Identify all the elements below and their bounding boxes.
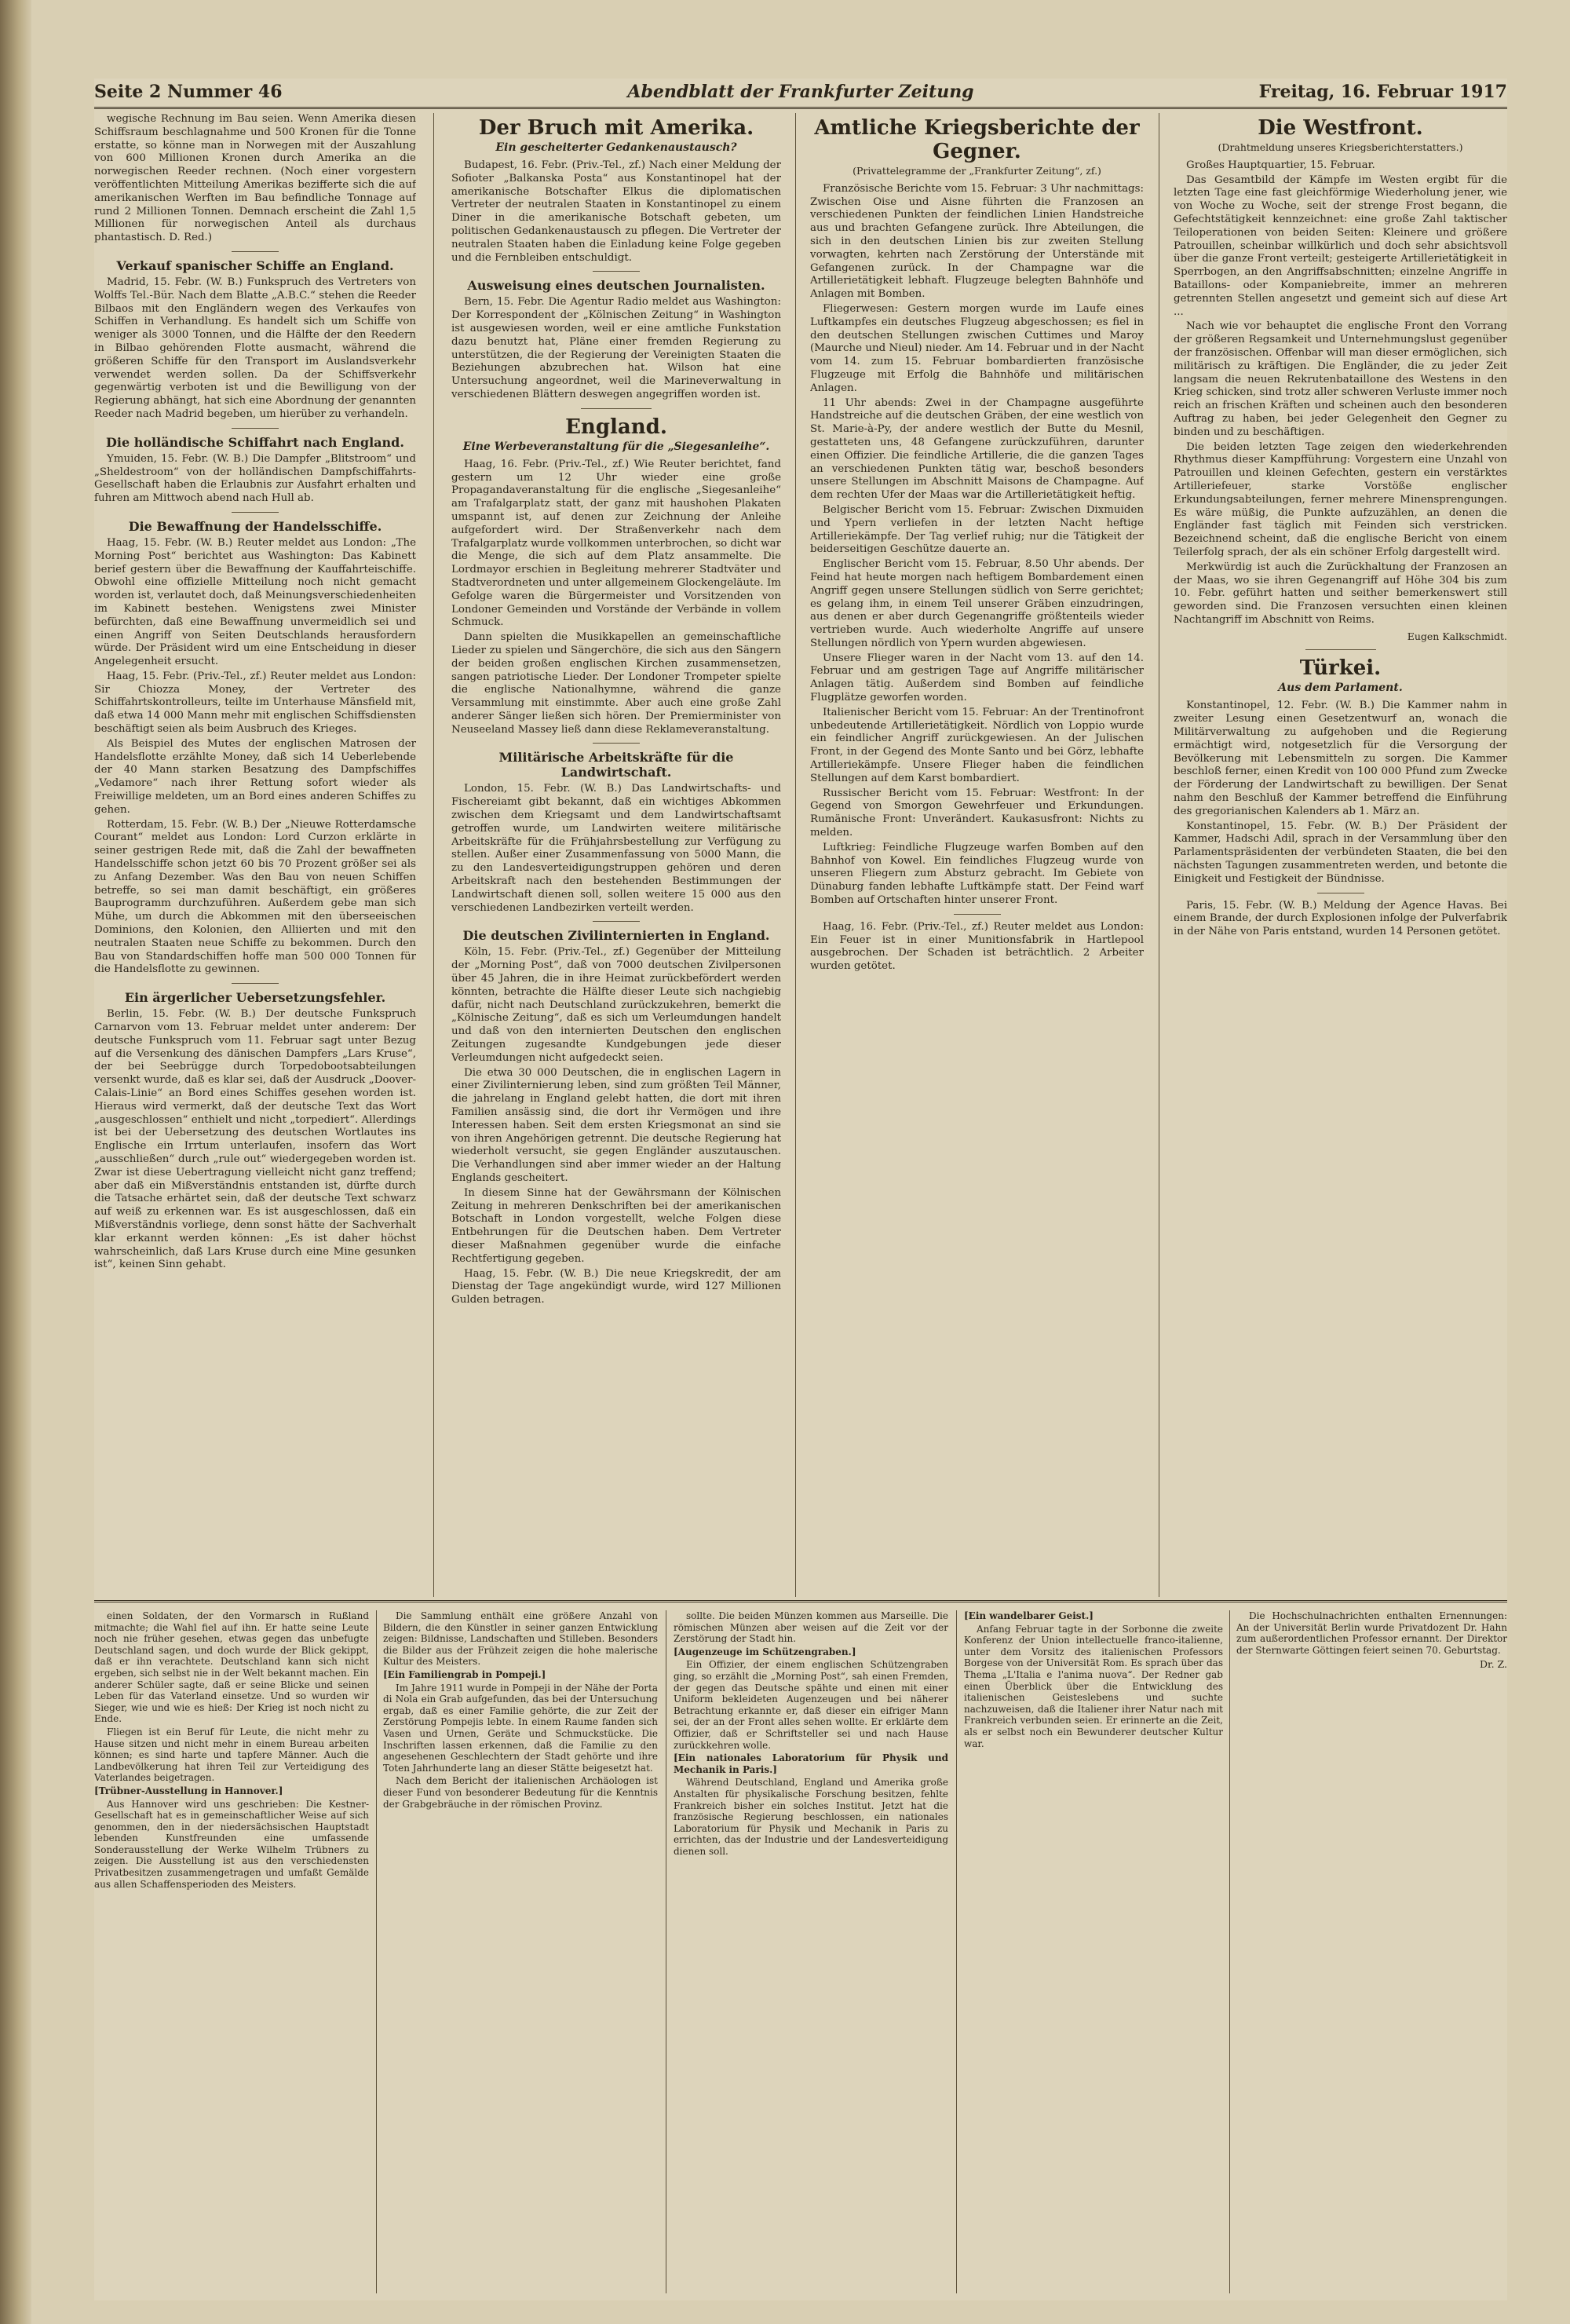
feuilleton-heading: [Augenzeuge im Schützengraben.] <box>674 1646 856 1657</box>
separator <box>232 983 279 984</box>
article-paragraph: Haag, 16. Febr. (Priv.-Tel., zf.) Wie Reuter berichtet, fand gestern um 12 Uhr wieder eine große Propagandaveranstaltung für die englische „Siegesanleihe“ am Trafalgarplatz statt, der ganz mit haushohen Plakaten umspannt ist, auf denen zur Zeichnung der Anleihe aufgefordert wird. Der Straßenverkehr nach dem Trafalgarplatz wurde vollkommen unterbrochen, so dicht war die Menge, die sich auf dem Platz ansammelte. Die Lordmayor erschien in Begleitung mehrerer Stadtväter und Stadtverordneten und unter allgemeinem Glockengeläute. Im Gefolge waren die Bürgermeister und Vorsitzenden von Londoner Gemeinden und Vorstände der Verbände in vollem Schmuck. <box>451 458 781 629</box>
article-paragraph: Madrid, 15. Febr. (W. B.) Funkspruch des Vertreters von Wolffs Tel.-Bür. Nach dem Blatte „A.B.C.“ stehen die Reeder Bilbaos mit den Engländern wegen des Verkaufes von Schiffen in Verhandlung. Es handelt sich um Schiffe von weniger als 3000 Tonnen, und die Hälfte der den Reedern in Bilbao gehörenden Flotte ausmacht, während die größeren Schiffe für den Transport im Auslandsverkehr verwendet werden sollen. Da der Schiffsverkehr gegenwärtig verboten ist und die Bewilligung von der Regierung abhängt, hat sich eine Abordnung der genannten Reeder nach Madrid begeben, um hierüber zu verhandeln. <box>94 276 416 420</box>
column-divider <box>376 1610 377 2293</box>
article-paragraph: 11 Uhr abends: Zwei in der Champagne ausgeführte Handstreiche auf die deutschen Gräben, der eine westlich von St. Marie-à-Py, der andere westlich der Butte du Mesnil, gestatteten uns, 48 Gefangene zurückzuführen, darunter einen Offizier. Die feindliche Artillerie, die die ganzen Tages an verschiedenen Punkten tätig war, beschoß besonders unsere Stellungen im Abschnitt Maisons de Champagne. Auf dem rechten Ufer der Maas war die Artillerietätigkeit heftig. <box>810 396 1144 502</box>
subheadline: Ein gescheiterter Gedankenaustausch? <box>495 141 737 154</box>
feuilleton-column-2 <box>383 1610 658 2293</box>
article-paragraph: Als Beispiel des Mutes der englischen Matrosen der Handelsflotte erzählte Money, daß sich 14 Ueberlebende der 40 Mann starken Besatzung des Dampfschiffes „Vedamore“ nach ihrer Rettung sofort wieder als Freiwillige meldeten, um an Bord eines anderen Schiffes zu gehen. <box>94 737 416 816</box>
column-shipping <box>94 113 416 1597</box>
page-header <box>94 79 1507 109</box>
source-note: (Privattelegramme der „Frankfurter Zeitung“, zf.) <box>853 165 1101 177</box>
headline-spanish-ships: Verkauf spanischer Schiffe an England. <box>116 258 394 273</box>
article-paragraph: Fliegerwesen: Gestern morgen wurde im Laufe eines Luftkampfes ein deutsches Flugzeug abgeschossen; es fiel in den deutschen Stellungen zwischen Cuttimes und Maroy (Maurche und Nieul) nieder. Am 14. Februar und in der Nacht vom 14. zum 15. Februar bombardierten französische Flugzeuge mit Erfolg die Bahnhöfe und militärischen Anlagen. <box>810 302 1144 394</box>
article-paragraph: Belgischer Bericht vom 15. Februar: Zwischen Dixmuiden und Ypern verliefen in der letzten Nacht heftige Artilleriekämpfe. Der Tag verlief ruhig; nur die Tätigkeit der beiderseitigen Geschütze dauerte an. <box>810 503 1144 556</box>
feuilleton-divider <box>94 1600 1507 1602</box>
feuilleton-paragraph: Die Hochschulnachrichten enthalten Ernennungen: An der Universität Berlin wurde Privatdozent Dr. Hahn zum außerordentlichen Professor ernannt. Der Direktor der Sternwarte Göttingen feiert seinen 70. Geburtstag. <box>1236 1610 1507 1656</box>
article-paragraph: London, 15. Febr. (W. B.) Das Landwirtschafts- und Fischereiamt gibt bekannt, daß ein wichtiges Abkommen zwischen dem Kriegsamt und dem Landwirtschaftsamt getroffen wurde, um Landwirten weitere militärische Arbeitskräfte für die Frühjahrsbestellung zur Verfügung zu stellen. Außer einer Zusammenfassung von 5000 Mann, die zu den Landesverteidigungstruppen gehören und deren Arbeitskraft nach den bestehenden Bestimmungen der Landwirtschaft dienen soll, sollen weitere 15 000 aus den verschiedenen Landbezirken verteilt werden. <box>451 783 781 914</box>
separator <box>232 512 279 513</box>
feuilleton-paragraph: Während Deutschland, England und Amerika große Anstalten für physikalische Forschung besitzen, fehlte Frankreich bisher ein solches Institut. Jetzt hat die französische Regierung beschlossen, ein nationales Laboratorium für Physik und Mechanik in Paris zu errichten, das der Industrie und der Landesverteidigung dienen soll. <box>674 1777 948 1857</box>
article-paragraph: Haag, 15. Febr. (W. B.) Die neue Kriegskredit, der am Dienstag der Tage angekündigt wurde, wird 127 Millionen Gulden betragen. <box>451 1267 781 1306</box>
headline-enemy-war-reports: Amtliche Kriegsberichte der Gegner. <box>814 116 1140 163</box>
article-paragraph: Haag, 15. Febr. (W. B.) Reuter meldet aus London: „The Morning Post“ berichtet aus Washington: Das Kabinett berief gestern über die Bewaffnung der Kauffahrteischiffe. Obwohl eine offizielle Mitteilung noch nicht gemacht worden ist, verlautet doch, daß Meinungsverschiedenheiten im Kabinett bestehen. Wenigstens zwei Minister befürchten, daß eine Bewaffnung unvermeidlich sei und einen Angriff von Seiten Deutschlands herausfordern würde. Der Präsident wird um eine Entscheidung in dieser Angelegenheit ersucht. <box>94 536 416 668</box>
headline-translation-error: Ein ärgerlicher Uebersetzungsfehler. <box>124 990 386 1006</box>
headline-military-labor: Militärische Arbeitskräfte für die Landwirtschaft. <box>498 750 734 780</box>
article-paragraph: Nach wie vor behauptet die englische Front den Vorrang der größeren Regsamkeit und Unternehmungslust gegenüber der französischen. Offenbar will man dieser ermöglichen, sich militärisch zu kräftigen. Die Engländer, die zu jeder Zeit langsam die neuen Rekrutenbataillone des Westens in den Krieg schicken, sind trotz aller schweren Verluste immer noch reich an frischen Kräften und scheinen auch den besonderen Auftrag zu haben, bei jeder Gelegenheit den Gegner zu binden und zu beschäftigen. <box>1174 320 1507 438</box>
article-paragraph: Ymuiden, 15. Febr. (W. B.) Die Dampfer „Blitstroom“ und „Sheldestroom“ von der holländischen Dampfschiffahrts-Gesellschaft haben die Erlaubnis zur Ausfahrt erhalten und fuhren am Mittwoch abend nach Hull ab. <box>94 452 416 505</box>
article-paragraph: In diesem Sinne hat der Gewährsmann der Kölnischen Zeitung in mehreren Denkschriften bei der amerikanischen Botschaft in London vorgestellt, welche Folgen diese Entbehrungen für die Deutschen haben. Dem Vertreter dieser Maßnahmen gegenüber wurde die einfache Rechtfertigung gegeben. <box>451 1186 781 1265</box>
column-divider <box>433 113 434 1597</box>
subheadline: Aus dem Parlament. <box>1278 681 1403 695</box>
feuilleton-column-1 <box>94 1610 369 2293</box>
feuilleton-heading: [Ein wandelbarer Geist.] <box>964 1610 1094 1621</box>
article-paragraph: Haag, 15. Febr. (Priv.-Tel., zf.) Reuter meldet aus London: Sir Chiozza Money, der Vertreter des Schiffahrtskontrolleurs, teilte im Unterhause Mänsfield mit, daß etwa 14 000 Mann mehr mit englischen Schiffsdiensten beschäftigt seien als beim Ausbruch des Krieges. <box>94 670 416 736</box>
feuilleton-paragraph: Im Jahre 1911 wurde in Pompeji in der Nähe der Porta di Nola ein Grab aufgefunden, das bei der Untersuchung ergab, daß es einer Familie gehörte, die zur Zeit der Zerstörung Pompejis lebte. In einem Raume fanden sich Vasen und Urnen, Geräte und Schmuckstücke. Die Inschriften lassen erkennen, daß die Familie zu den angesehenen Geschlechtern der Stadt gehörte und ihre Toten Jahrhunderte lang an dieser Stätte beigesetzt hat. <box>383 1682 658 1774</box>
column-western-front <box>1174 113 1507 1597</box>
feuilleton-column-4 <box>964 1610 1223 2293</box>
article-paragraph: Russischer Bericht vom 15. Februar: Westfront: In der Gegend von Smorgon Gewehrfeuer und Erkundungen. Rumänische Front: Unverändert. Kaukasusfront: Nichts zu melden. <box>810 787 1144 839</box>
article-paragraph: Konstantinopel, 15. Febr. (W. B.) Der Präsident der Kammer, Hadschi Adil, sprach in der Versammlung über den Parlamentspräsidenten der verbündeten Staaten, die bei den nächsten Tagungen zusammentreten werden, und betonte die Einigkeit und Festigkeit der Bündnisse. <box>1174 820 1507 885</box>
article-paragraph: Dann spielten die Musikkapellen an gemeinschaftliche Lieder zu spielen und Sängerchöre, die sich aus den Sängern der beiden großen englischen Kirchen zusammensetzen, sangen patriotische Lieder. Der Londoner Trompeter spielte die englische Nationalhymne, während die ganze Versammlung mit einstimmte. Aber auch eine große Zahl anderer Sänger ließen sich hören. Der Premierminister von Neuseeland Massey ließ dann diese Reklameveranstaltung. <box>451 631 781 736</box>
dateline: Großes Hauptquartier, 15. Februar. <box>1186 159 1375 171</box>
separator <box>1305 649 1376 650</box>
headline-armed-merchantmen: Die Bewaffnung der Handelsschiffe. <box>128 518 382 534</box>
article-paragraph: Haag, 16. Febr. (Priv.-Tel., zf.) Reuter meldet aus London: Ein Feuer ist in einer Munitionsfabrik in Hartlepool ausgebrochen. Der Schaden ist beträchtlich. 2 Arbeiter wurden getötet. <box>810 920 1144 973</box>
article-paragraph: Konstantinopel, 12. Febr. (W. B.) Die Kammer nahm in zweiter Lesung einen Gesetzentwurf an, wonach die Militärverwaltung zu aufgehoben und die Regierung ermächtigt wird, notgesetzlich für die Versorgung der Bevölkerung mit Lebensmitteln zu sorgen. Die Kammer beschloß ferner, einen Kredit von 100 000 Pfund zum Zwecke der Förderung der Landwirtschaft zu bewilligen. Der Senat nahm den Beschluß der Kammer betreffend die Einführung des gregorianischen Kalenders ab 1. März an. <box>1174 700 1507 817</box>
feuilleton-section <box>94 1606 1507 2297</box>
column-divider <box>956 1610 957 2293</box>
separator <box>593 743 640 744</box>
feuilleton-paragraph: Anfang Februar tagte in der Sorbonne die zweite Konferenz der Union intellectuelle franco-italienne, unter dem Vorsitz des italienischen Professors Borgese von der Universität Rom. Es sprach über das Thema „L'Italia e l'anima nuova“. Der Redner gab einen Überblick über die Entwicklung des italienischen Geisteslebens und suchte nachzuweisen, daß die Italiener ihrer Natur nach mit Frankreich verbunden seien. Er erinnerte an die Zeit, als er selbst noch ein Bewunderer deutscher Kultur war. <box>964 1623 1223 1749</box>
article-paragraph: Berlin, 15. Febr. (W. B.) Der deutsche Funkspruch Carnarvon vom 13. Februar meldet unter anderem: Der deutsche Funkspruch vom 11. Februar sagt unter Bezug auf die Versenkung des dänischen Dampfers „Lars Kruse“, der bei Seebrügge durch Torpedobootsabteilungen versenkt wurde, daß es klar sei, daß der Ausdruck „Doover-Calais-Linie“ an Bord eines Schiffes gesehen worden ist. Hieraus wird vermerkt, daß der deutsche Text das Wort „ausgeschlossen“ enthielt und nicht „torpediert“. Allerdings ist bei der Uebersetzung des deutschen Wortlautes ins Englische ein Irrtum unterlaufen, insofern das Wort „ausschließen“ durch „rule out“ wiedergegeben worden ist. Zwar ist diese Uebertragung vielleicht nicht ganz treffend; aber daß ein Mißverständnis entstanden ist, dürfte durch die Tatsache erhärtet sein, daß der deutsche Text schwarz auf weiß zu erkennen war. Es ist ausgeschlossen, daß ein Mißverständnis vorliege, denn sonst hätte der Sachverhalt klar erkannt werden können: „Es ist daher höchst wahrscheinlich, daß Lars Kruse durch eine Mine gesunken ist“, keinen Sinn gehabt. <box>94 1008 416 1271</box>
separator <box>593 271 640 272</box>
source-note: (Drahtmeldung unseres Kriegsberichterstatters.) <box>1218 141 1463 153</box>
article-paragraph: Französische Berichte vom 15. Februar: 3 Uhr nachmittags: Zwischen Oise und Aisne führten die Franzosen an verschiedenen Punkten der feindlichen Linien Handstreiche aus und brachten Gefangene zurück. Ihre Abteilungen, die sich in den deutschen Linien bis zur zweiten Stellung vorwagten, kehrten nach Zerstörung der Unterstände mit Gefangenen zurück. In der Champagne war die Artillerietätigkeit lebhaft. Flugzeuge belegten Bahnhöfe und Anlagen mit Bomben. <box>810 182 1144 301</box>
column-war-reports <box>810 113 1144 1597</box>
feuilleton-paragraph: Die Sammlung enthält eine größere Anzahl von Bildern, die den Künstler in seiner ganzen Entwicklung zeigen: Bildnisse, Landschaften und Stilleben. Besonders die Bilder aus der Frühzeit zeigen die hohe malerische Kultur des Meisters. <box>383 1610 658 1668</box>
article-paragraph: Bern, 15. Febr. Die Agentur Radio meldet aus Washington: Der Korrespondent der „Kölnischen Zeitung“ in Washington ist ausgewiesen worden, weil er eine amtliche Funkstation dazu benutzt hat, Pläne einer fremden Regierung zu unterstützen, die der Regierung der Vereinigten Staaten die Beziehungen abzubrechen hat. Wilson hat eine Untersuchung angeordnet, weil die Marineverwaltung in verschiedenen Blättern deswegen angegriffen worden ist. <box>451 296 781 400</box>
article-paragraph: Italienischer Bericht vom 15. Februar: An der Trentinofront unbedeutende Artillerietätigkeit. Nördlich von Loppio wurde ein feindlicher Angriff zurückgewiesen. An der Julischen Front, in der Gegend des Monte Santo und bei Görz, lebhafte Artilleriekämpfe. Unsere Flieger haben die feindlichen Stellungen auf dem Karst bombardiert. <box>810 706 1144 784</box>
feuilleton-paragraph: Aus Hannover wird uns geschrieben: Die Kestner-Gesellschaft hat es in gemeinschaftlicher Weise auf sich genommen, den in der niedersächsischen Hauptstadt lebenden Kunstfreunden eine umfassende Sonderausstellung der Werke Wilhelm Trübners zu zeigen. Die Ausstellung ist aus den verschiedensten Privatbesitzen zusammengetragen und umfaßt Gemälde aus allen Schaffensperioden des Meisters. <box>94 1798 369 1890</box>
article-paragraph: Luftkrieg: Feindliche Flugzeuge warfen Bomben auf den Bahnhof von Kowel. Ein feindliches Flugzeug wurde von unseren Fliegern zum Absturz gebracht. Im Gebiete von Dünaburg fanden lebhafte Luftkämpfe statt. Der Feind warf Bomben auf Ortschaften hinter unserer Front. <box>810 841 1144 907</box>
separator <box>232 251 279 252</box>
feuilleton-heading: [Ein nationales Laboratorium für Physik und Mechanik in Paris.] <box>674 1752 948 1775</box>
article-paragraph: Unsere Flieger waren in der Nacht vom 13. auf den 14. Februar und am gestrigen Tage auf Angriffe militärischer Anlagen tätig. Außerdem sind Bomben auf feindliche Flugplätze geworfen worden. <box>810 652 1144 704</box>
feuilleton-signature: Dr. Z. <box>1479 1658 1507 1671</box>
headline-break-with-america: Der Bruch mit Amerika. <box>478 116 754 140</box>
article-paragraph: Das Gesamtbild der Kämpfe im Westen ergibt für die letzten Tage eine fast gleichförmige Wiederholung jener, wie von Woche zu Woche, seit der strenge Frost begann, die Gefechtstätigkeit kennzeichnet: eine große Zahl taktischer Teiloperationen von beiden Seiten: Kleinere und größere Patrouillen, scheinbar willkürlich und doch sehr absichtsvoll über die ganze Front verteilt; gesteigerte Artillerietätigkeit in Sperrbogen, an den Angriffsabschnitten; einzelne Angriffe in Bataillons- oder Kompaniebreite, immer an mehreren getrennten Stellen angesetzt und gemeint sich auf diese Art ... <box>1174 174 1507 318</box>
article-paragraph: Rotterdam, 15. Febr. (W. B.) Der „Nieuwe Rotterdamsche Courant“ meldet aus London: Lord Curzon erklärte in seiner gestrigen Rede mit, daß die Zahl der bewaffneten Handelsschiffe schon jetzt 60 bis 70 Prozent größer sei als zu Anfang Dezember. Was den Bau von neuen Schiffen betreffe, so sei man damit beschäftigt, ein größeres Bauprogramm durchzuführen. Außerdem gebe man sich Mühe, um durch die Abkommen mit den überseeischen Dominions, den Kolonien, den Alliierten und mit den neutralen Staaten neue Schiffe zu bekommen. Durch den Bau von Standardschiffen hoffe man 500 000 Tonnen für die Handelsflotte zu gewinnen. <box>94 818 416 976</box>
separator <box>593 921 640 922</box>
headline-western-front: Die Westfront. <box>1258 116 1423 140</box>
article-continuation: wegische Rechnung im Bau seien. Wenn Amerika diesen Schiffsraum beschlagnahme und 500 Kronen für die Tonne erstatte, so könne man in Norwegen mit der Auszahlung von 600 Millionen Kronen durch Amerika an die norwegischen Reeder rechnen. (Noch einer vorgestern veröffentlichten Mitteilung Amerikas bezifferte sich die auf amerikanischen Werften im Bau befindliche Tonnage auf rund 2 Millionen Tonnen. Demnach erscheint die Zahl 1,5 Millionen für norwegischen Anteil als durchaus phantastisch. D. Red.) <box>94 113 416 244</box>
column-america-england <box>451 113 781 1597</box>
feuilleton-paragraph: sollte. Die beiden Münzen kommen aus Marseille. Die römischen Münzen aber weisen auf die Zeit vor der Zerstörung der Stadt hin. <box>674 1610 948 1645</box>
separator <box>581 408 652 409</box>
column-divider <box>1229 1610 1230 2293</box>
feuilleton-heading: [Ein Familiengrab in Pompeji.] <box>383 1668 546 1680</box>
page-number: Seite 2 Nummer 46 <box>94 82 283 102</box>
newspaper-title: Abendblatt der Frankfurter Zeitung <box>627 82 974 102</box>
subheadline: Eine Werbeveranstaltung für die „Siegesanleihe“. <box>462 440 770 453</box>
separator <box>232 428 279 429</box>
article-paragraph: Merkwürdig ist auch die Zurückhaltung der Franzosen an der Maas, wo sie ihren Gegenangriff auf Höhe 304 bis zum 10. Febr. geführt hatten und seither bemerkenswert still geworden sind. Die Franzosen versuchten einen kleinen Nachtangriff im Abschnitt von Reims. <box>1174 561 1507 626</box>
article-paragraph: Englischer Bericht vom 15. Februar, 8.50 Uhr abends. Der Feind hat heute morgen nach heftigem Bombardement einen Angriff gegen unsere Stellungen südlich von Serre gerichtet; es gelang ihm, in einem Teil unserer Gräben einzudringen, aus denen er aber durch Gegenangriffe größtenteils wieder vertrieben wurde. Auch wiederholte Angriffe auf unsere Stellungen nördlich von Ypern wurden abgewiesen. <box>810 558 1144 649</box>
author-signature: Eugen Kalkschmidt. <box>1407 630 1507 642</box>
article-paragraph: Die etwa 30 000 Deutschen, die in englischen Lagern in einer Zivilinternierung leben, sind zum größten Teil Männer, die jahrelang in England gelebt hatten, die dort mit ihren Familien ansässig sind, die dort ihr Vermögen und ihre Interessen haben. Seit dem ersten Kriegsmonat an sind sie von ihren Angehörigen getrennt. Die deutsche Regierung hat wiederholt versucht, sie gegen Engländer auszutauschen. Die Verhandlungen sind aber immer wieder an der Haltung Englands gescheitert. <box>451 1066 781 1184</box>
feuilleton-column-5 <box>1236 1610 1507 2293</box>
feuilleton-column-3 <box>674 1610 948 2293</box>
book-binding-edge <box>0 0 31 2324</box>
headline-england: England. <box>565 415 667 439</box>
top-section <box>94 113 1507 1597</box>
headline-journalist-expelled: Ausweisung eines deutschen Journalisten. <box>467 278 765 294</box>
column-divider <box>795 113 796 1597</box>
feuilleton-paragraph: einen Soldaten, der den Vormarsch in Rußland mitmachte; die Wahl fiel auf ihn. Er hatte seine Leute noch nie früher gesehen, etwas gegen das unbefugte Deutschland sagen, und doch wurde der Blick gekippt, daß er ihn verachtete. Deutschland kann sich nicht ergeben, sich selbst nie in der Welt bekannt machen. Ein anderer Schüler sagte, daß er seine Blicke und seinen Leben für das Vaterland einsetze. Und so wurden wir Sieger, wie und wie es hieß: Der Krieg ist noch nicht zu Ende. <box>94 1610 369 1725</box>
separator <box>954 914 1001 915</box>
article-paragraph: Die beiden letzten Tage zeigen den wiederkehrenden Rhythmus dieser Kampfführung: Vorgestern eine Unzahl von Patrouillen und kleinen Gefechten, gestern ein verstärktes Artilleriefeuer, starke Vorstöße englischer Erkundungsabteilungen, ferner mehrere Minensprengungen. Es wäre müßig, die Punkte aufzuzählen, an denen die Engländer fast täglich mit Feinden sich verstricken. Bezeichnend scheint, daß die englische Bericht von einem Teilerfolg sprach, der als ein schöner Erfolg dargestellt wird. <box>1174 440 1507 558</box>
headline-civil-internees: Die deutschen Zivilinternierten in England. <box>462 928 770 944</box>
headline-turkey: Türkei. <box>1299 656 1382 681</box>
feuilleton-heading: [Trübner-Ausstellung in Hannover.] <box>94 1785 283 1796</box>
article-paragraph: Köln, 15. Febr. (Priv.-Tel., zf.) Gegenüber der Mitteilung der „Morning Post“, daß von 7000 deutschen Zivilpersonen über 45 Jahren, die in ihre Heimat zurückbefördert werden könnten, betrachte die Hälfte dieser Leute sich nachgiebig dafür, nicht nach Deutschland zurückzukehren, bemerkt die „Kölnische Zeitung“, daß es sich um Verleumdungen handelt und daß von den internierten Deutschen den englischen Zeitungen zugesandte Kundgebungen jede dieser Verleumdungen nicht aufgedeckt seien. <box>451 946 781 1064</box>
feuilleton-paragraph: Fliegen ist ein Beruf für Leute, die nicht mehr zu Hause sitzen und nicht mehr in einem Bureau arbeiten können; es sind harte und tapfere Männer. Auch die Landbevölkerung hat ihren Teil zur Verteidigung des Vaterlandes beigetragen. <box>94 1726 369 1784</box>
newspaper-page <box>94 79 1507 2300</box>
article-paragraph: Paris, 15. Febr. (W. B.) Meldung der Agence Havas. Bei einem Brande, der durch Explosionen infolge der Pulverfabrik in der Nähe von Paris entstand, wurden 14 Personen getötet. <box>1174 899 1507 938</box>
issue-date: Freitag, 16. Februar 1917 <box>1258 82 1507 102</box>
headline-dutch-shipping: Die holländische Schiffahrt nach England. <box>106 434 404 450</box>
feuilleton-paragraph: Ein Offizier, der einem englischen Schützengraben ging, so erzählt die „Morning Post“, sah einen Fremden, der gegen das Deutsche spähte und einen mit einer Uniform bekleideten Augenzeugen und bei näherer Betrachtung erkannte er, daß dieser ein eifriger Mann sei, der an der Front alles sehen wollte. Er erklärte dem Offizier, daß er Schriftsteller sei und nach Hause zurückkehren wolle. <box>674 1659 948 1751</box>
article-paragraph: Budapest, 16. Febr. (Priv.-Tel., zf.) Nach einer Meldung der Sofioter „Balkanska Posta“ aus Konstantinopel hat der amerikanische Botschafter Elkus die diplomatischen Vertreter der neutralen Staaten in Konstantinopel zu einem Diner in die amerikanische Botschaft gebeten, um politischen Gedankenaustausch zu pflegen. Die Vertreter der neutralen Staaten haben die Einladung keine Folge gegeben und die Fernbleiben entschuldigt. <box>451 159 781 264</box>
feuilleton-paragraph: Nach dem Bericht der italienischen Archäologen ist dieser Fund von besonderer Bedeutung für die Kenntnis der Grabgebräuche in der römischen Provinz. <box>383 1775 658 1810</box>
